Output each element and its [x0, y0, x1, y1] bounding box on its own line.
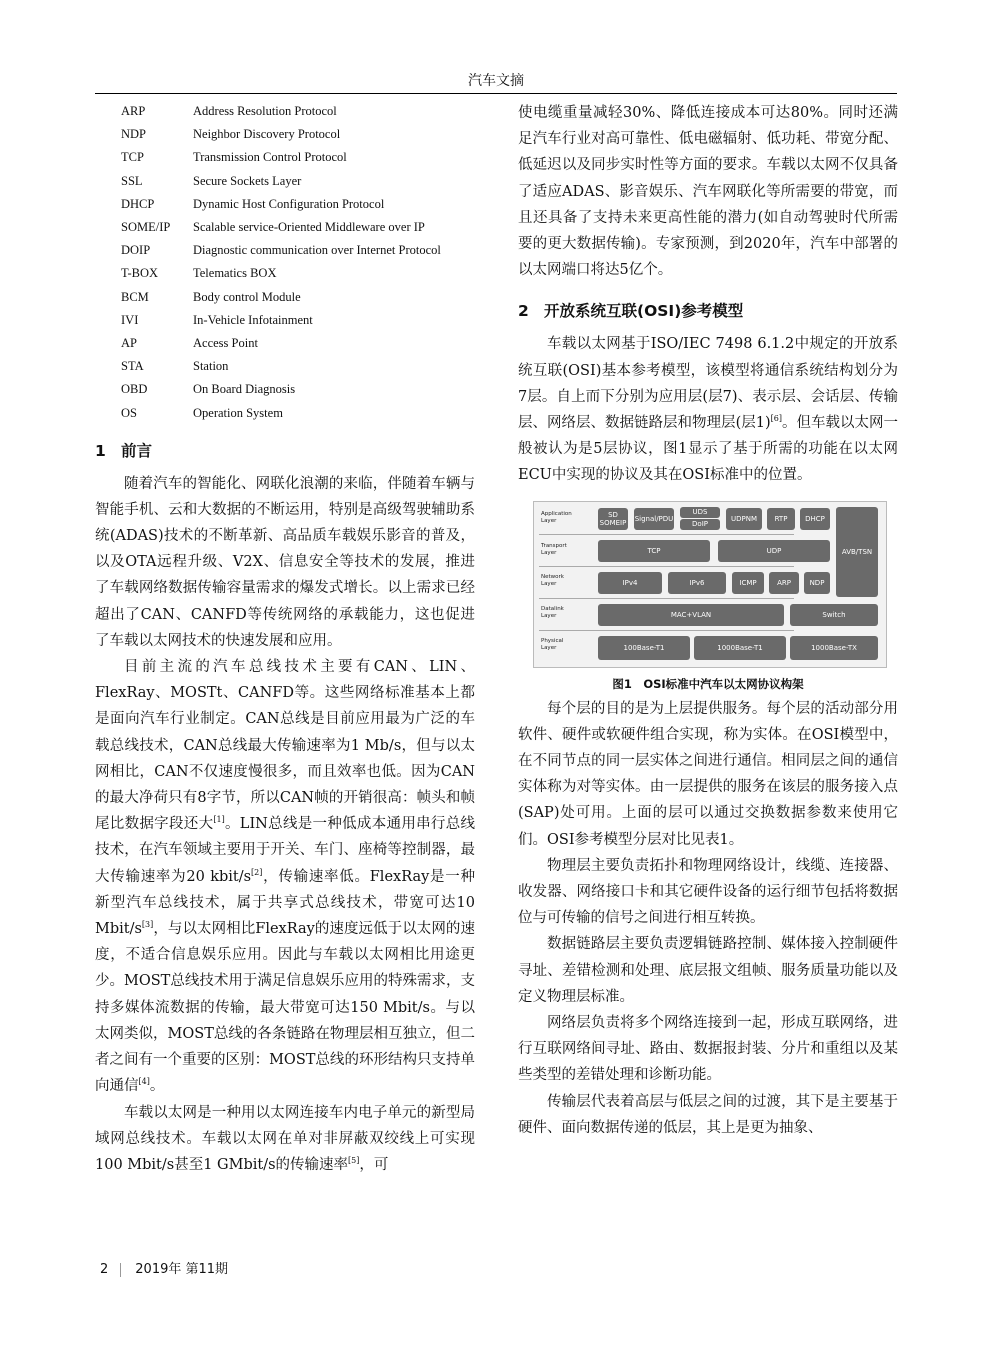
- section-title: 开放系统互联(OSI)参考模型: [544, 302, 744, 321]
- paragraph: 物理层主要负责拓扑和物理网络设计，线缆、连接器、收发器、网络接口卡和其它硬件设备的运行细节包括将数据位与可传输的信号之间进行相互转换。: [518, 857, 898, 927]
- left-column: [95, 100, 475, 1178]
- abbreviation-term: BCM: [121, 289, 149, 304]
- footer-separator: [120, 1263, 121, 1277]
- divider: [539, 630, 794, 631]
- osi-figure: [533, 501, 887, 668]
- citation[interactable]: [2]: [251, 867, 263, 877]
- abbreviation-definition: In-Vehicle Infotainment: [193, 312, 313, 327]
- citation[interactable]: [1]: [213, 815, 225, 825]
- protocol-block: NDP: [804, 572, 830, 594]
- divider: [539, 598, 794, 599]
- protocol-block: UDP: [718, 540, 830, 562]
- protocol-block: SD SOMEIP: [598, 508, 628, 530]
- abbreviation-definition: Secure Sockets Layer: [193, 173, 302, 188]
- paragraph: 数据链路层主要负责逻辑链路控制、媒体接入控制硬件寻址、差错检测和处理、底层报文组帧、服务质量功能以及定义物理层标准。: [518, 936, 898, 1005]
- abbreviation-definition: Operation System: [193, 405, 283, 420]
- paragraph: 随着汽车的智能化、网联化浪潮的来临，伴随着车辆与智能手机、云和大数据的不断运用，特别是高级驾驶辅助系统(ADAS)技术的不断革新、高品质车载娱乐影音的普及，以及OTA远程升级、V2X、信息安全等技术的发展，推进了车载网络数据传输容量需求的爆发式增长。以上需求已经超出了CAN、CANFD等传统网络的承载能力，这也促进了车载以太网技术的快速发展和应用。: [95, 475, 475, 649]
- protocol-block: 1000Base-T1: [694, 636, 786, 660]
- paragraph: 网络层负责将多个网络连接到一起，形成互联网络，进行互联网络间寻址、路由、数据报封装、分片和重组以及某些类型的差错处理和诊断功能。: [518, 1015, 898, 1084]
- abbreviation-term: T-BOX: [121, 266, 159, 281]
- protocol-block: 100Base-T1: [598, 636, 690, 660]
- abbreviation-row: [95, 216, 475, 239]
- abbreviation-definition: Scalable service-Oriented Middleware over IP: [193, 220, 425, 235]
- protocol-block: ARP: [769, 572, 799, 594]
- abbreviation-row: [95, 123, 475, 146]
- header-rule: [95, 93, 897, 94]
- abbreviation-term: DHCP: [121, 196, 155, 211]
- abbreviation-row: [95, 170, 475, 193]
- protocol-block: Signal/PDU: [634, 508, 674, 530]
- issue-label: 2019年 第11期: [135, 1262, 229, 1277]
- abbreviation-row: [95, 309, 475, 332]
- protocol-block: MAC+VLAN: [598, 604, 784, 626]
- abbreviation-definition: Body control Module: [193, 289, 301, 304]
- protocol-block: 1000Base-TX: [790, 636, 878, 660]
- protocol-block: UDS: [680, 507, 720, 518]
- protocol-block: DHCP: [800, 508, 830, 530]
- protocol-block: Switch: [790, 604, 878, 626]
- abbreviation-definition: Diagnostic communication over Internet Protocol: [193, 243, 441, 258]
- citation[interactable]: [3]: [141, 920, 154, 930]
- abbreviation-list: [95, 100, 475, 425]
- divider: [539, 566, 794, 567]
- layer-label: Transport Layer: [541, 542, 567, 556]
- abbreviation-term: STA: [121, 359, 144, 374]
- abbreviation-definition: On Board Diagnosis: [193, 382, 296, 397]
- right-column: [518, 100, 898, 1141]
- protocol-block: IPv4: [598, 572, 662, 594]
- journal-header: 汽车文摘: [468, 73, 524, 89]
- abbreviation-row: [95, 401, 475, 424]
- page-number: 2: [100, 1262, 109, 1277]
- paragraph: 每个层的目的是为上层提供服务。每个层的活动部分用软件、硬件或软硬件组合实现，称为实体。在OSI模型中，在不同节点的同一层实体之间进行通信。相同层之间的通信实体称为对等实体。由一层提供的服务在该层的服务接入点(SAP)处可用。上面的层可以通过交换数据参数来使用它们。OSI参考模型分层对比见表1。: [518, 700, 898, 848]
- paragraph: 车载以太网基于ISO/IEC 7498 6.1.2中规定的开放系统互联(OSI)基本参考模型，该模型将通信系统结构划分为7层。自上而下分别为应用层(层7)、表示层、会话层、传输层、网络层、数据链路层和物理层(层1)[6]。但车载以太网一般被认为是5层协议，图1显示了基于所需的功能在以太网ECU中实现的协议及其在OSI标准中的位置。: [518, 336, 899, 484]
- divider: [539, 534, 794, 535]
- abbreviation-term: DOIP: [121, 243, 151, 258]
- abbreviation-definition: Dynamic Host Configuration Protocol: [193, 196, 385, 211]
- abbreviation-row: [95, 332, 475, 355]
- protocol-block: RTP: [767, 508, 795, 530]
- abbreviation-row: [95, 146, 475, 169]
- abbreviation-row: [95, 100, 475, 123]
- abbreviation-definition: Transmission Control Protocol: [193, 150, 347, 165]
- abbreviation-row: [95, 193, 475, 216]
- abbreviation-row: [95, 355, 475, 378]
- protocol-block: TCP: [598, 540, 710, 562]
- section-title: 前言: [121, 441, 153, 460]
- abbreviation-definition: Address Resolution Protocol: [193, 104, 337, 119]
- abbreviation-row: [95, 239, 475, 262]
- abbreviation-term: SOME/IP: [121, 220, 171, 235]
- protocol-block: AVB/TSN: [836, 507, 878, 597]
- abbreviation-row: [95, 286, 475, 309]
- figure-caption: 图1 OSI标准中汽车以太网协议构架: [612, 676, 804, 691]
- section-number: 2: [518, 302, 529, 321]
- abbreviation-term: NDP: [121, 127, 147, 142]
- protocol-block: DoIP: [680, 519, 720, 530]
- page-footer: [100, 1258, 228, 1277]
- abbreviation-term: OS: [121, 405, 137, 420]
- section-number: 1: [95, 441, 106, 460]
- abbreviation-row: [95, 378, 475, 401]
- abbreviation-term: OBD: [121, 382, 148, 397]
- layer-label: Physical Layer: [541, 637, 564, 651]
- paragraph: 使电缆重量减轻30%、降低连接成本可达80%。同时还满足汽车行业对高可靠性、低电磁辐射、低功耗、带宽分配、低延迟以及同步实时性等方面的要求。车载以太网不仅具备了适应ADAS、影音娱乐、汽车网联化等所需要的带宽，而且还具备了支持未来更高性能的潜力(如自动驾驶时代所需要的更大数据传输)。专家预测，到2020年，汽车中部署的以太网端口将达5亿个。: [518, 105, 898, 279]
- abbreviation-definition: Station: [193, 359, 229, 374]
- abbreviation-row: [95, 262, 475, 285]
- layer-label: Network Layer: [541, 573, 564, 587]
- abbreviation-definition: Access Point: [193, 335, 258, 350]
- section-heading: [95, 439, 475, 461]
- abbreviation-term: ARP: [121, 104, 146, 119]
- paragraph: 车载以太网是一种用以太网连接车内电子单元的新型局域网总线技术。车载以太网在单对非屏蔽双绞线上可实现100 Mbit/s甚至1 GMbit/s的传输速率[5]，可: [95, 1104, 475, 1173]
- abbreviation-term: AP: [121, 335, 137, 350]
- protocol-block: ICMP: [732, 572, 764, 594]
- section-heading: [518, 299, 898, 321]
- layer-label: Datalink Layer: [541, 605, 564, 619]
- abbreviation-term: IVI: [121, 312, 139, 327]
- citation[interactable]: [6]: [770, 414, 782, 424]
- layer-label: Application Layer: [541, 510, 572, 524]
- abbreviation-term: SSL: [121, 173, 143, 188]
- protocol-block: UDPNM: [726, 508, 762, 530]
- paragraph: 目前主流的汽车总线技术主要有CAN、LIN、FlexRay、MOSTt、CANFD等。这些网络标准基本上都是面向汽车行业制定。CAN总线是目前应用最为广泛的车载总线技术，CAN总线最大传输速率为1 Mb/s，但与以太网相比，CAN不仅速度慢很多，而且效率也低。因为CAN的最大净荷只有8字节，所以CAN帧的开销很高：帧头和帧尾比数据字段还大[1]。LIN总线是一种低成本通用串行总线技术，在汽车领域主要用于开关、车门、座椅等控制器，最大传输速率为20 kbit/s[2]，传输速率低。FlexRay是一种新型汽车总线技术，属于共享式总线技术，带宽可达10 Mbit/s[3]，与以太网相比FlexRay的速度远低于以太网的速度，不适合信息娱乐应用。因此与车载以太网相比用途更少。MOST总线技术用于满足信息娱乐应用的特殊需求，支持多媒体流数据的传输，最大带宽可达150 Mbit/s。与以太网类似，MOST总线的各条链路在物理层相互独立，但二者之间有一个重要的区别：MOST总线的环形结构只支持单向通信[4]。: [95, 659, 476, 1095]
- citation[interactable]: [4]: [138, 1077, 150, 1087]
- citation[interactable]: [5]: [348, 1156, 360, 1166]
- protocol-block: IPv6: [668, 572, 726, 594]
- abbreviation-definition: Neighbor Discovery Protocol: [193, 127, 341, 142]
- paragraph: 传输层代表着高层与低层之间的过渡，其下是主要基于硬件、面向数据传递的低层，其上是更为抽象、: [518, 1093, 898, 1136]
- abbreviation-definition: Telematics BOX: [193, 266, 277, 281]
- abbreviation-term: TCP: [121, 150, 144, 165]
